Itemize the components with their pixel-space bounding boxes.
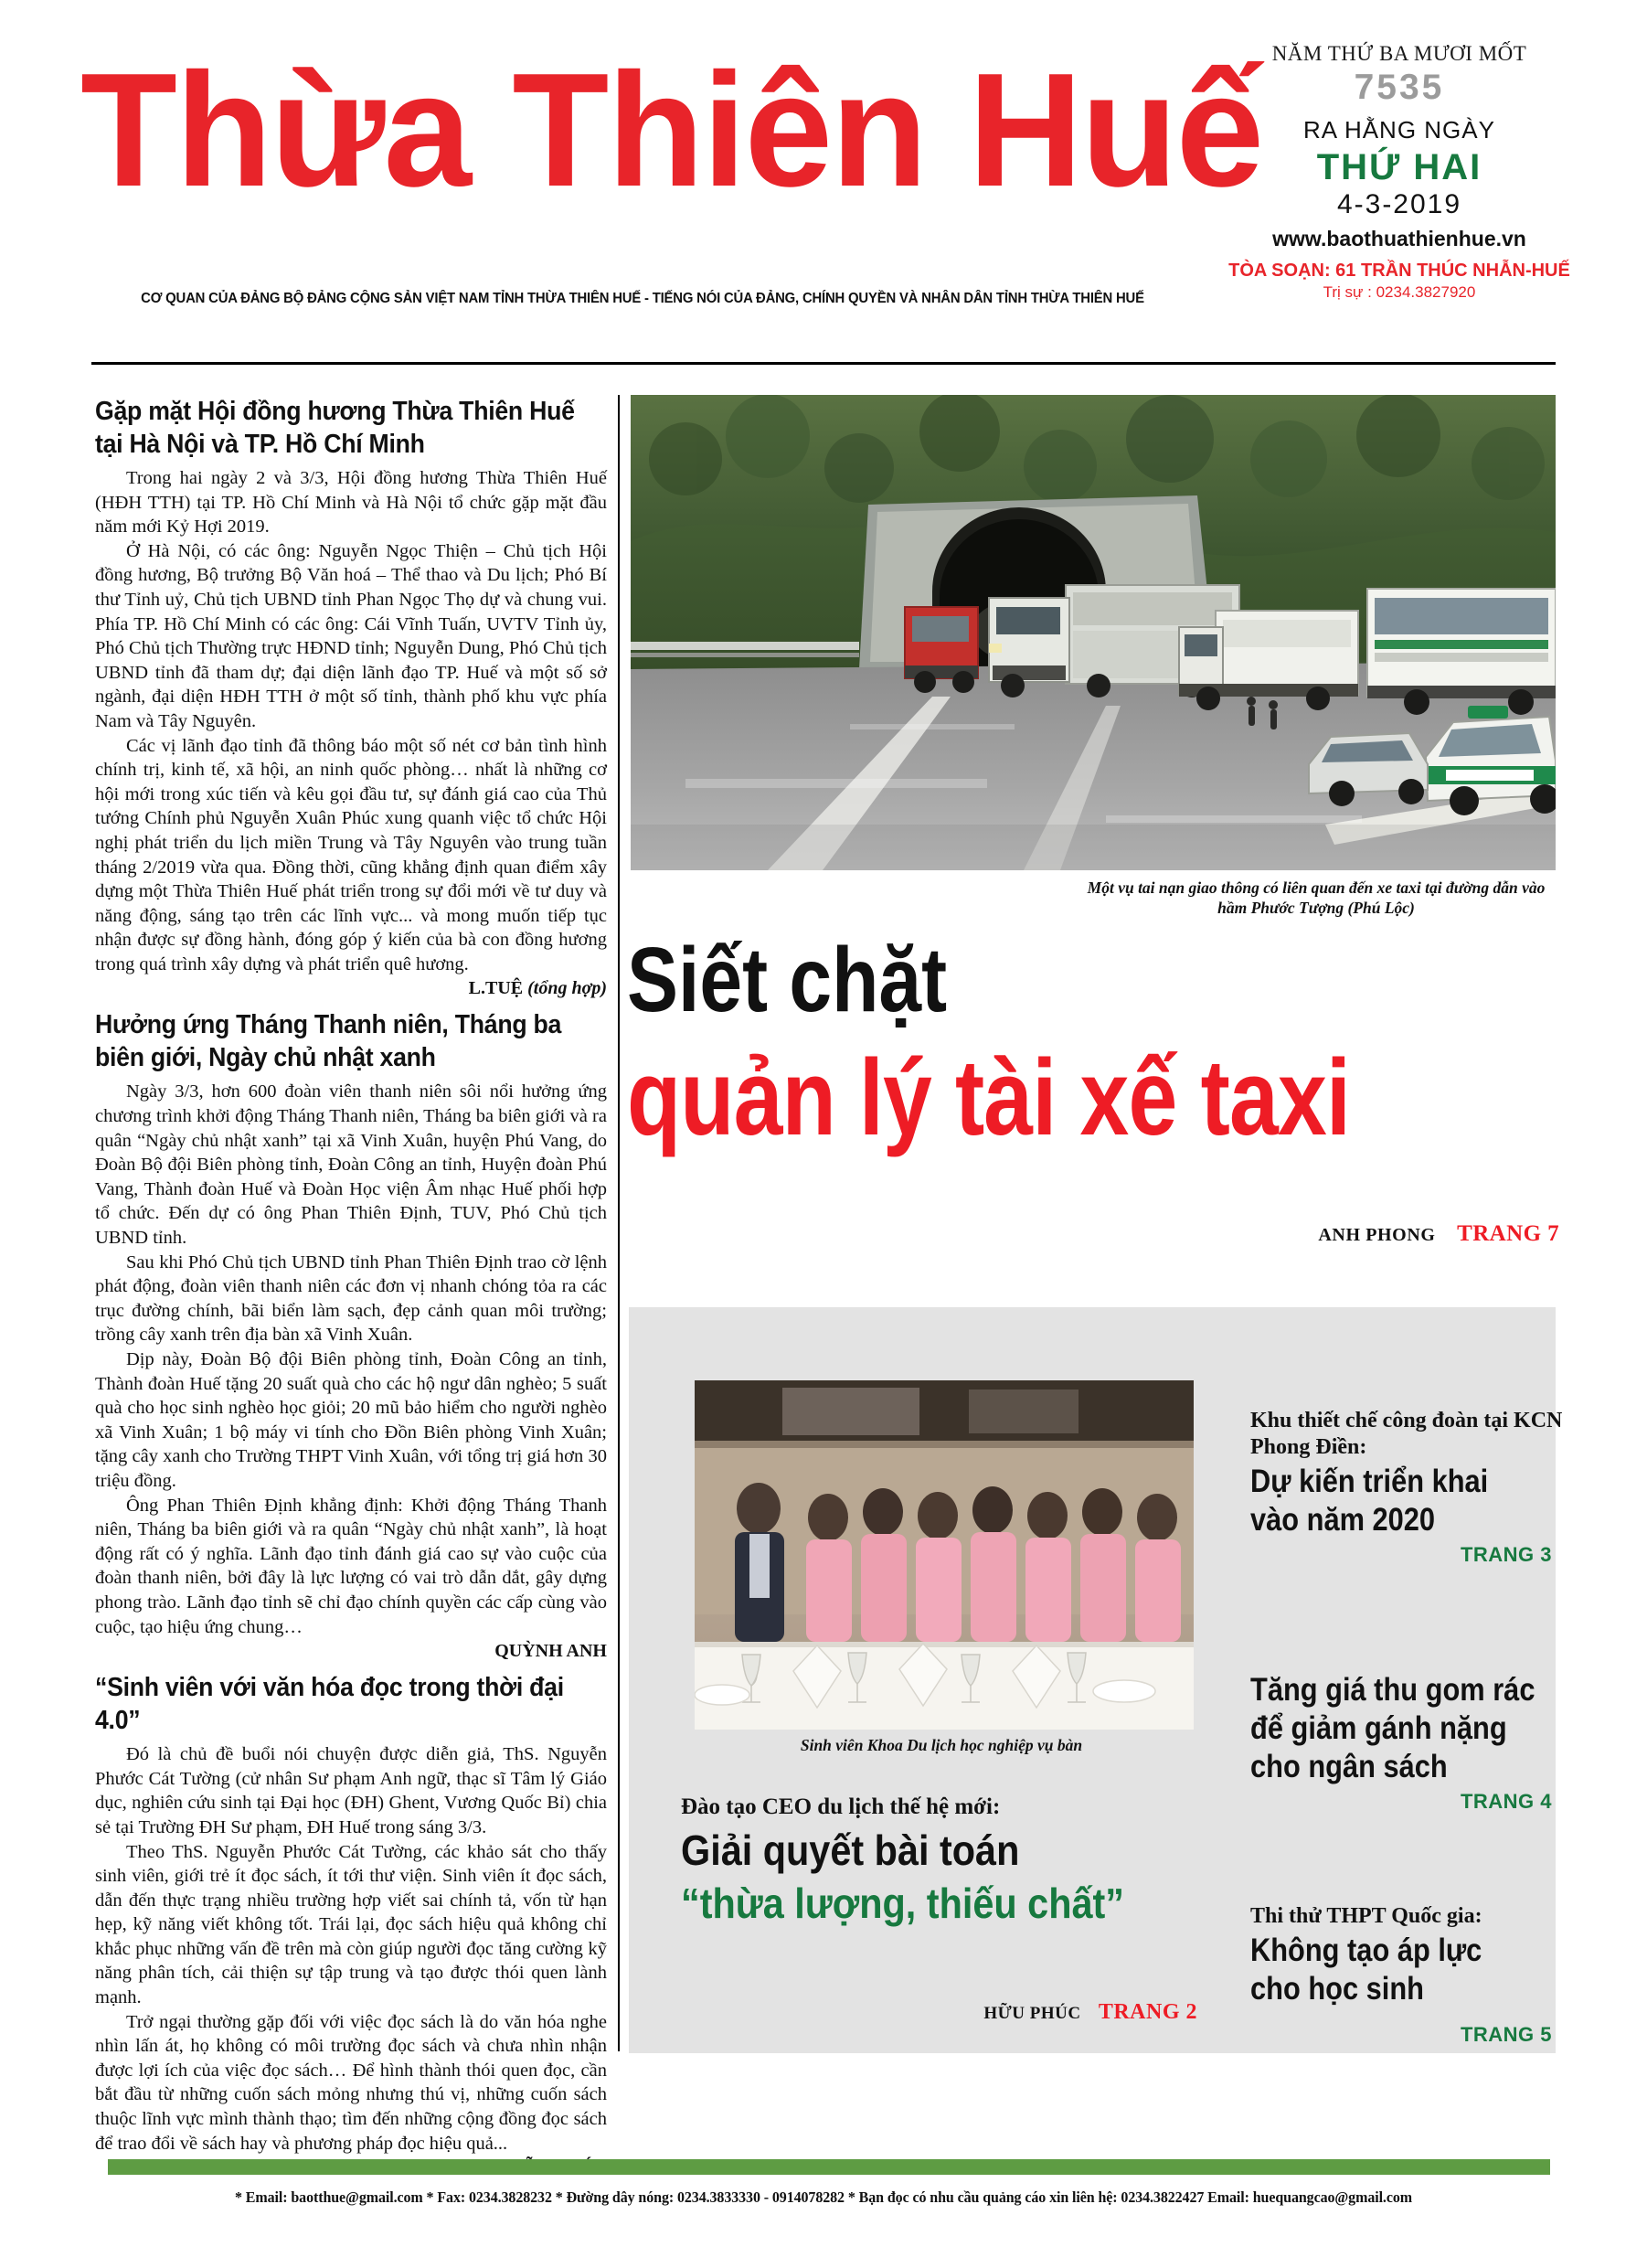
bottom-panel-byline: HỮU PHÚC [983,2004,1081,2023]
byline-author: L.TUỆ [468,978,524,999]
article-1-byline [95,978,607,999]
teaser-3-headline-line-2: cho học sinh [1250,1971,1424,2007]
issue-number: 7535 [1354,68,1445,107]
main-story-credit [627,1221,1559,1247]
newspaper-title: Thừa Thiên Huế [80,39,1263,220]
bottom-panel-page-ref[interactable]: TRANG 2 [1098,2000,1197,2024]
teaser-1-page-ref[interactable]: TRANG 3 [1460,1543,1552,1566]
students-photo-illustration [695,1380,1194,1730]
teaser-2-headline-line-3: cho ngân sách [1250,1749,1448,1784]
accident-photo-illustration [631,395,1556,870]
article-3 [95,1671,607,2178]
bottom-panel-photo [695,1380,1194,1730]
article-3-body [95,1742,607,2156]
article-2 [95,1008,607,1662]
teaser-2-headline [1250,1671,1568,1786]
teaser-item-1[interactable] [1250,1408,1570,1567]
teaser-2-headline-line-2: để giảm gánh nặng [1250,1710,1507,1746]
masthead-slogan: CƠ QUAN CỦA ĐẢNG BỘ ĐẢNG CỘNG SẢN VIỆT NAM TỈNH THỪA THIÊN HUẾ - TIẾNG NÓI CỦA ĐẢNG, CHÍNH QUYỀN VÀ NHÂN DÂN TỈNH THỪA THIÊN HUẾ [141,291,1144,306]
paragraph: Trong hai ngày 2 và 3/3, Hội đồng hương Thừa Thiên Huế (HĐH TTH) tại TP. Hồ Chí Minh và Hà Nội tổ chức gặp mặt đầu năm mới Kỷ Hợi 2019. [95,468,607,538]
weekday-label: THỨ HAI [1316,147,1482,187]
paragraph: Ở Hà Nội, có các ông: Nguyễn Ngọc Thiện – Chủ tịch Hội đồng hương, Bộ trưởng Bộ Văn hoá – Thể thao và Du lịch; Phó Bí thư Tỉnh uỷ, Chủ tịch UBND tỉnh Phan Ngọc Thọ dự và chung vui. Phía TP. Hồ Chí Minh có các ông: Cái Vĩnh Tuấn, UVTV Tỉnh ủy, Phó Chủ tịch Thường trực HĐND tỉnh; Nguyễn Dung, Phó Chủ tịch UBND tỉnh đã tham dự; đại diện lãnh đạo TP. Huế và một số sở ngành, đại diện HĐH TTH ở một số tỉnh, thành phố khu vực phía Nam và Tây Nguyên. [95,540,607,731]
paragraph: Ngày 3/3, hơn 600 đoàn viên thanh niên sôi nổi hưởng ứng chương trình khởi động Tháng Thanh niên, Tháng ba biên giới và ra quân “Ngày chủ nhật xanh” tại xã Vinh Xuân, huyện Phú Vang, do Đoàn Bộ đội Biên phòng tỉnh, Đoàn Công an tỉnh, Huyện đoàn Phú Vang, Thành đoàn Huế và Đoàn Học viện Âm nhạc Huế phối hợp tổ chức. Đến dự có ông Phan Thiên Định, TUV, Phó Chủ tịch UBND tỉnh. [95,1081,607,1249]
teaser-2-headline-line-1: Tăng giá thu gom rác [1250,1672,1535,1708]
teaser-1-headline [1250,1463,1568,1539]
teaser-1-headline-line-1: Dự kiến triển khai [1250,1464,1489,1499]
frequency-label: RA HẰNG NGÀY [1303,116,1495,144]
website-url[interactable]: www.baothuathienhue.vn [1272,227,1526,250]
teaser-item-3[interactable] [1250,1903,1570,2047]
paragraph: Các vị lãnh đạo tỉnh đã thông báo một số nét cơ bản tình hình chính trị, kinh tế, xã hội, an ninh quốc phòng… nhất là những cơ hội mới trong xúc tiến và kêu gọi đầu tư, sự đánh giá cao của Thủ tướng Chính phủ Nguyễn Xuân Phúc xung quanh việc tổ chức Hội nghị phát triển du lịch miền Trung và Tây Nguyên vào trung tuần tháng 2/2019 vừa qua. Đồng thời, cũng khẳng định quan điểm xây dựng một Thừa Thiên Huế phát triển trong sự đổi mới về tư duy và năng động, sáng tạo trên các lĩnh vực... và mong muốn tiếp tục nhận được sự đồng hành, đóng góp ý kiến của bà con đồng hương trong quá trình xây dựng và phát triển quê hương. [95,735,607,974]
teaser-2-page-ref[interactable]: TRANG 4 [1460,1790,1552,1813]
main-headline-line-2: quản lý tài xế taxi [627,1038,1351,1158]
teaser-3-headline-line-1: Không tạo áp lực [1250,1933,1482,1968]
teaser-3-page-ref[interactable]: TRANG 5 [1460,2023,1552,2046]
article-3-headline[interactable]: “Sinh viên với văn hóa đọc trong thời đại 4.0” [95,1673,564,1736]
paragraph: Dịp này, Đoàn Bộ đội Biên phòng tỉnh, Đoàn Công an tỉnh, Thành đoàn Huế tặng 20 suất quà cho các hộ ngư dân nghèo; 5 suất quà cho học sinh nghèo học giỏi; 20 mũ bảo hiểm cho người nghèo xã Vinh Xuân; 1 bộ máy vi tính cho Đồn Biên phòng Vinh Xuân; tặng cây xanh cho Trường THPT Vinh Xuân, với tổng trị giá hơn 30 triệu đồng. [95,1349,607,1491]
bus [1367,589,1556,715]
bottom-panel-credit [681,2000,1197,2025]
main-story-byline: ANH PHONG [1318,1225,1436,1245]
masthead [0,0,1647,338]
bottom-panel-headline-black[interactable]: Giải quyết bài toán [681,1826,1020,1874]
paragraph: Sau khi Phó Chủ tịch UBND tỉnh Phan Thiên Định trao cờ lệnh phát động, đoàn viên thanh niên các đơn vị nhanh chóng tỏa ra các trục đường chính, bãi biển làm sạch, đẹp cảnh quan môi trường; trồng cây xanh trên địa bàn xã Vinh Xuân. [95,1251,607,1346]
paragraph: Đó là chủ đề buổi nói chuyện được diễn giả, ThS. Nguyễn Phước Cát Tường (cử nhân Sư phạm Anh ngữ, thạc sĩ Tâm lý Giáo dục, nghiên cứu sinh tại Đại học (ĐH) Ghent, Vương Quốc Bỉ) chia sẻ tại Trường ĐH Sư phạm, ĐH Huế trong sáng 3/3. [95,1744,607,1837]
byline-note: (tổng hợp) [527,978,607,999]
publication-date: 4-3-2019 [1336,189,1462,219]
main-story-headline[interactable] [627,929,1559,1158]
main-photo-caption: Một vụ tai nạn giao thông có liên quan đến xe taxi tại đường dẫn vào hầm Phước Tượng (Phú Lộc) [1087,878,1546,917]
teaser-3-kicker: Thi thử THPT Quốc gia: [1250,1904,1482,1928]
main-story-page-ref[interactable]: TRANG 7 [1457,1221,1559,1246]
office-phone: Trị sự : 0234.3827920 [1323,283,1476,301]
paragraph: Ông Phan Thiên Định khẳng định: Khởi động Tháng Thanh niên, Tháng ba biên giới và ra quân “Ngày chủ nhật xanh”, là hoạt động rất có ý nghĩa. Lãnh đạo tỉnh đánh giá cao sự vào cuộc của đoàn thanh niên, bởi đây là lực lượng có vai trò dẫn dắt, gây dựng phong trào. Lãnh đạo tỉnh sẽ chỉ đạo chính quyền các cấp cùng vào cuộc, tạo hiệu ứng chung… [95,1495,607,1637]
column-divider-rule [618,395,620,2051]
article-2-body [95,1080,607,1639]
teaser-1-headline-line-2: vào năm 2020 [1250,1502,1436,1538]
left-column [95,395,607,2178]
header-divider-rule [91,362,1556,365]
paragraph: Trở ngại thường gặp đối với việc đọc sách là do văn hóa nghe nhìn lấn át, họ không có môi trường đọc sách và chưa nhìn nhận được lợi ích của việc đọc sách… Để hình thành thói quen đọc, cần bắt đầu từ những cuốn sách mỏng nhưng thú vị, những cuốn sách thuộc lĩnh vực mình thành thạo; tìm đến những cộng đồng đọc sách để trao đổi về sách hay và phương pháp đọc hiệu quả... [95,2011,607,2154]
bottom-panel-photo-caption: Sinh viên Khoa Du lịch học nghiệp vụ bàn [800,1736,1083,1754]
bottom-panel-headline-green[interactable]: “thừa lượng, thiếu chất” [681,1879,1125,1927]
article-2-byline: QUỲNH ANH [494,1641,607,1662]
article-1 [95,395,607,999]
bottom-panel-kicker: Đào tạo CEO du lịch thế hệ mới: [681,1794,1001,1819]
publication-year-label: NĂM THỨ BA MƯƠI MỐT [1271,42,1527,65]
masthead-info-block [1203,42,1596,302]
footer-contact-text: * Email: baotthue@gmail.com * Fax: 0234.3828232 * Đường dây nóng: 0234.3833330 - 0914078282 * Bạn đọc có nhu cầu quảng cáo xin liên hệ: 0234.3822427 Email: huequangcao@gmail.com [234,2188,1412,2206]
teaser-1-kicker: Khu thiết chế công đoàn tại KCN Phong Điền: [1250,1409,1563,1459]
paragraph: Theo ThS. Nguyễn Phước Cát Tường, các khảo sát cho thấy sinh viên, giới trẻ ít đọc sách, ít tới thư viện. Sinh viên ít đọc sách, dẫn đến thực trạng nhiều trường hợp viết sai chính tả, vốn từ hạn hẹp, kỹ năng viết không tốt. Trái lại, đọc sách hiệu quả không chỉ khắc phục những vấn đề trên mà còn giúp người đọc tăng cường kỹ năng phân tích, cải thiện sự tập trung và tạo được thói quen lành mạnh. [95,1841,607,2008]
main-headline-line-1: Siết chặt [627,929,948,1031]
article-2-headline[interactable]: Hưởng ứng Tháng Thanh niên, Tháng ba biên giới, Ngày chủ nhật xanh [95,1010,562,1073]
article-1-body [95,466,607,976]
footer-green-bar [108,2159,1550,2175]
main-story-photo [631,395,1556,870]
teaser-3-headline [1250,1932,1568,2008]
office-address: TÒA SOẠN: 61 TRẦN THÚC NHẪN-HUẾ [1228,261,1570,281]
article-1-headline[interactable]: Gặp mặt Hội đồng hương Thừa Thiên Huế tại Hà Nội và TP. Hồ Chí Minh [95,397,575,459]
teaser-item-2[interactable] [1250,1669,1570,1814]
